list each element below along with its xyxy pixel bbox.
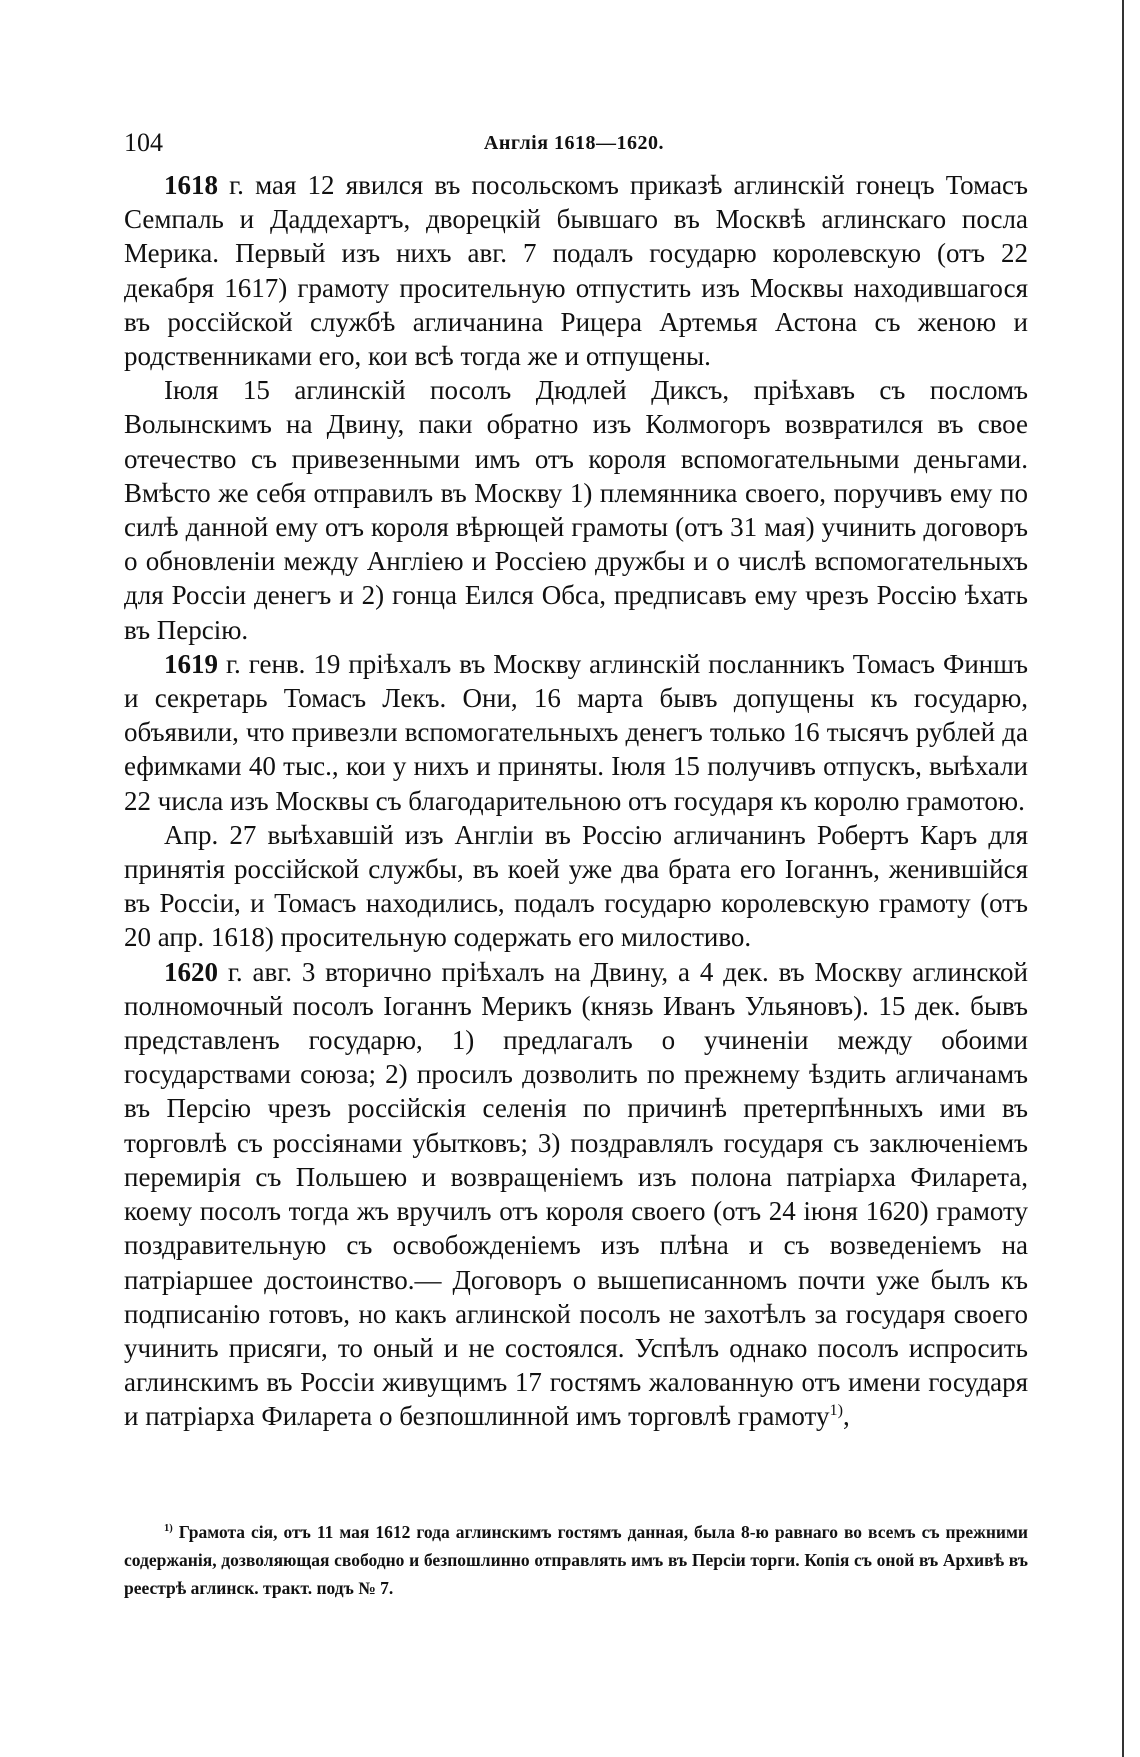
footnote-reference[interactable]: 1) xyxy=(829,1401,843,1420)
footnote-text: Грамота сія, отъ 11 мая 1612 года аглинскимъ гостямъ данная, была 8-ю равнаго во всемъ съ прежними содержанія, дозволяющая свободно и безпошлинно отправлять имъ въ Персіи торги. Копія съ оной въ Архивѣ въ реестрѣ аглинск. тракт. подъ № 7. xyxy=(124,1522,1028,1598)
footnotes xyxy=(124,1518,1028,1602)
paragraph-text: г. генв. 19 пріѣхалъ въ Москву аглинскій посланникъ Томасъ Финшъ и секретарь Томасъ Лекъ. Они, 16 марта бывъ допущены къ государю, объявили, что привезли вспомогательныхъ денегъ только 16 тысячъ рублей да ефимками 40 тыс., кои у нихъ и приняты. Іюля 15 получивъ отпускъ, выѣхали 22 числа изъ Москвы съ благодарительною отъ государя къ королю грамотою. xyxy=(124,648,1028,816)
page-number: 104 xyxy=(124,128,163,157)
year-label: 1620 xyxy=(164,956,218,987)
paragraph-text: Апр. 27 выѣхавшій изъ Англіи въ Россію агличанинъ Робертъ Каръ для принятія россійской службы, въ коей уже два брата его Іоганнъ, женившійся въ Россіи, и Томасъ находились, подалъ государю королевскую грамоту (отъ 20 апр. 1618) просительную содержать его милостиво. xyxy=(124,819,1028,953)
page-edge-line xyxy=(1122,0,1124,1757)
page-header xyxy=(124,128,1024,158)
running-head: Англія 1618—1620. xyxy=(483,132,665,154)
footnote-1 xyxy=(124,1518,1028,1602)
paragraph-1619 xyxy=(124,647,1028,818)
paragraph-april-1619 xyxy=(124,818,1028,955)
paragraph-1620 xyxy=(124,955,1028,1434)
main-text xyxy=(124,168,1028,1434)
paragraph-text: г. авг. 3 вторично пріѣхалъ на Двину, а 4 дек. въ Москву аглинской полномочный посолъ Іоганнъ Мерикъ (князь Иванъ Ульяновъ). 15 дек. бывъ представленъ государю, 1) предлагалъ о учиненіи между обоими государствами союза; 2) просилъ дозволить по прежнему ѣздить агличанамъ въ Персію чрезъ россійскія селенія по причинѣ претерпѣнныхъ ими въ торговлѣ съ россіянами убытковъ; 3) поздравлялъ государя съ заключеніемъ перемирія съ Польшею и возвращеніемъ изъ полона патріарха Филарета, коему посолъ тогда жъ вручилъ отъ короля своего (отъ 24 іюня 1620) грамоту поздравительную съ освобожденіемъ изъ плѣна и съ возведеніемъ на патріаршее достоинство.— Договоръ о вышеписанномъ почти уже былъ къ подписанію готовъ, но какъ аглинской посолъ не захотѣлъ за государя своего учинить присяги, то оный и не состоялся. Успѣлъ однако посолъ испросить аглинскимъ въ Россіи живущимъ 17 гостямъ жалованную отъ имени государя и патріарха Филарета о безпошлинной имъ торговлѣ грамоту xyxy=(124,956,1028,1432)
year-label: 1619 xyxy=(164,648,218,679)
paragraph-1618 xyxy=(124,168,1028,373)
paragraph-july-1618 xyxy=(124,373,1028,647)
footnote-marker: 1) xyxy=(164,1523,173,1535)
paragraph-text: г. мая 12 явился въ посольскомъ приказѣ аглинскій гонецъ Томасъ Семпаль и Даддехартъ, дворецкій бывшаго въ Москвѣ аглинскаго посла Мерика. Первый изъ нихъ авг. 7 подалъ государю королевскую (отъ 22 декабря 1617) грамоту просительную отпустить изъ Москвы находившагося въ россійской службѣ агличанина Рицера Артемья Астона съ женою и родственниками его, кои всѣ тогда же и отпущены. xyxy=(124,170,1028,372)
year-label: 1618 xyxy=(164,170,218,200)
paragraph-tail: , xyxy=(842,1401,850,1432)
paragraph-text: Іюля 15 аглинскій посолъ Дюдлей Диксъ, пріѣхавъ съ посломъ Волынскимъ на Двину, паки обратно изъ Колмогоръ возвратился въ свое отечество съ привезенными имъ отъ короля вспомогательными деньгами. Вмѣсто же себя отправилъ въ Москву 1) племянника своего, поручивъ ему по силѣ данной ему отъ короля вѣрющей грамоты (отъ 31 мая) учинить договоръ о обновленіи между Англіею и Россіею дружбы и о числѣ вспомогательныхъ для Россіи денегъ и 2) гонца Еился Обса, предписавъ ему чрезъ Россію ѣхать въ Персію. xyxy=(124,375,1028,645)
